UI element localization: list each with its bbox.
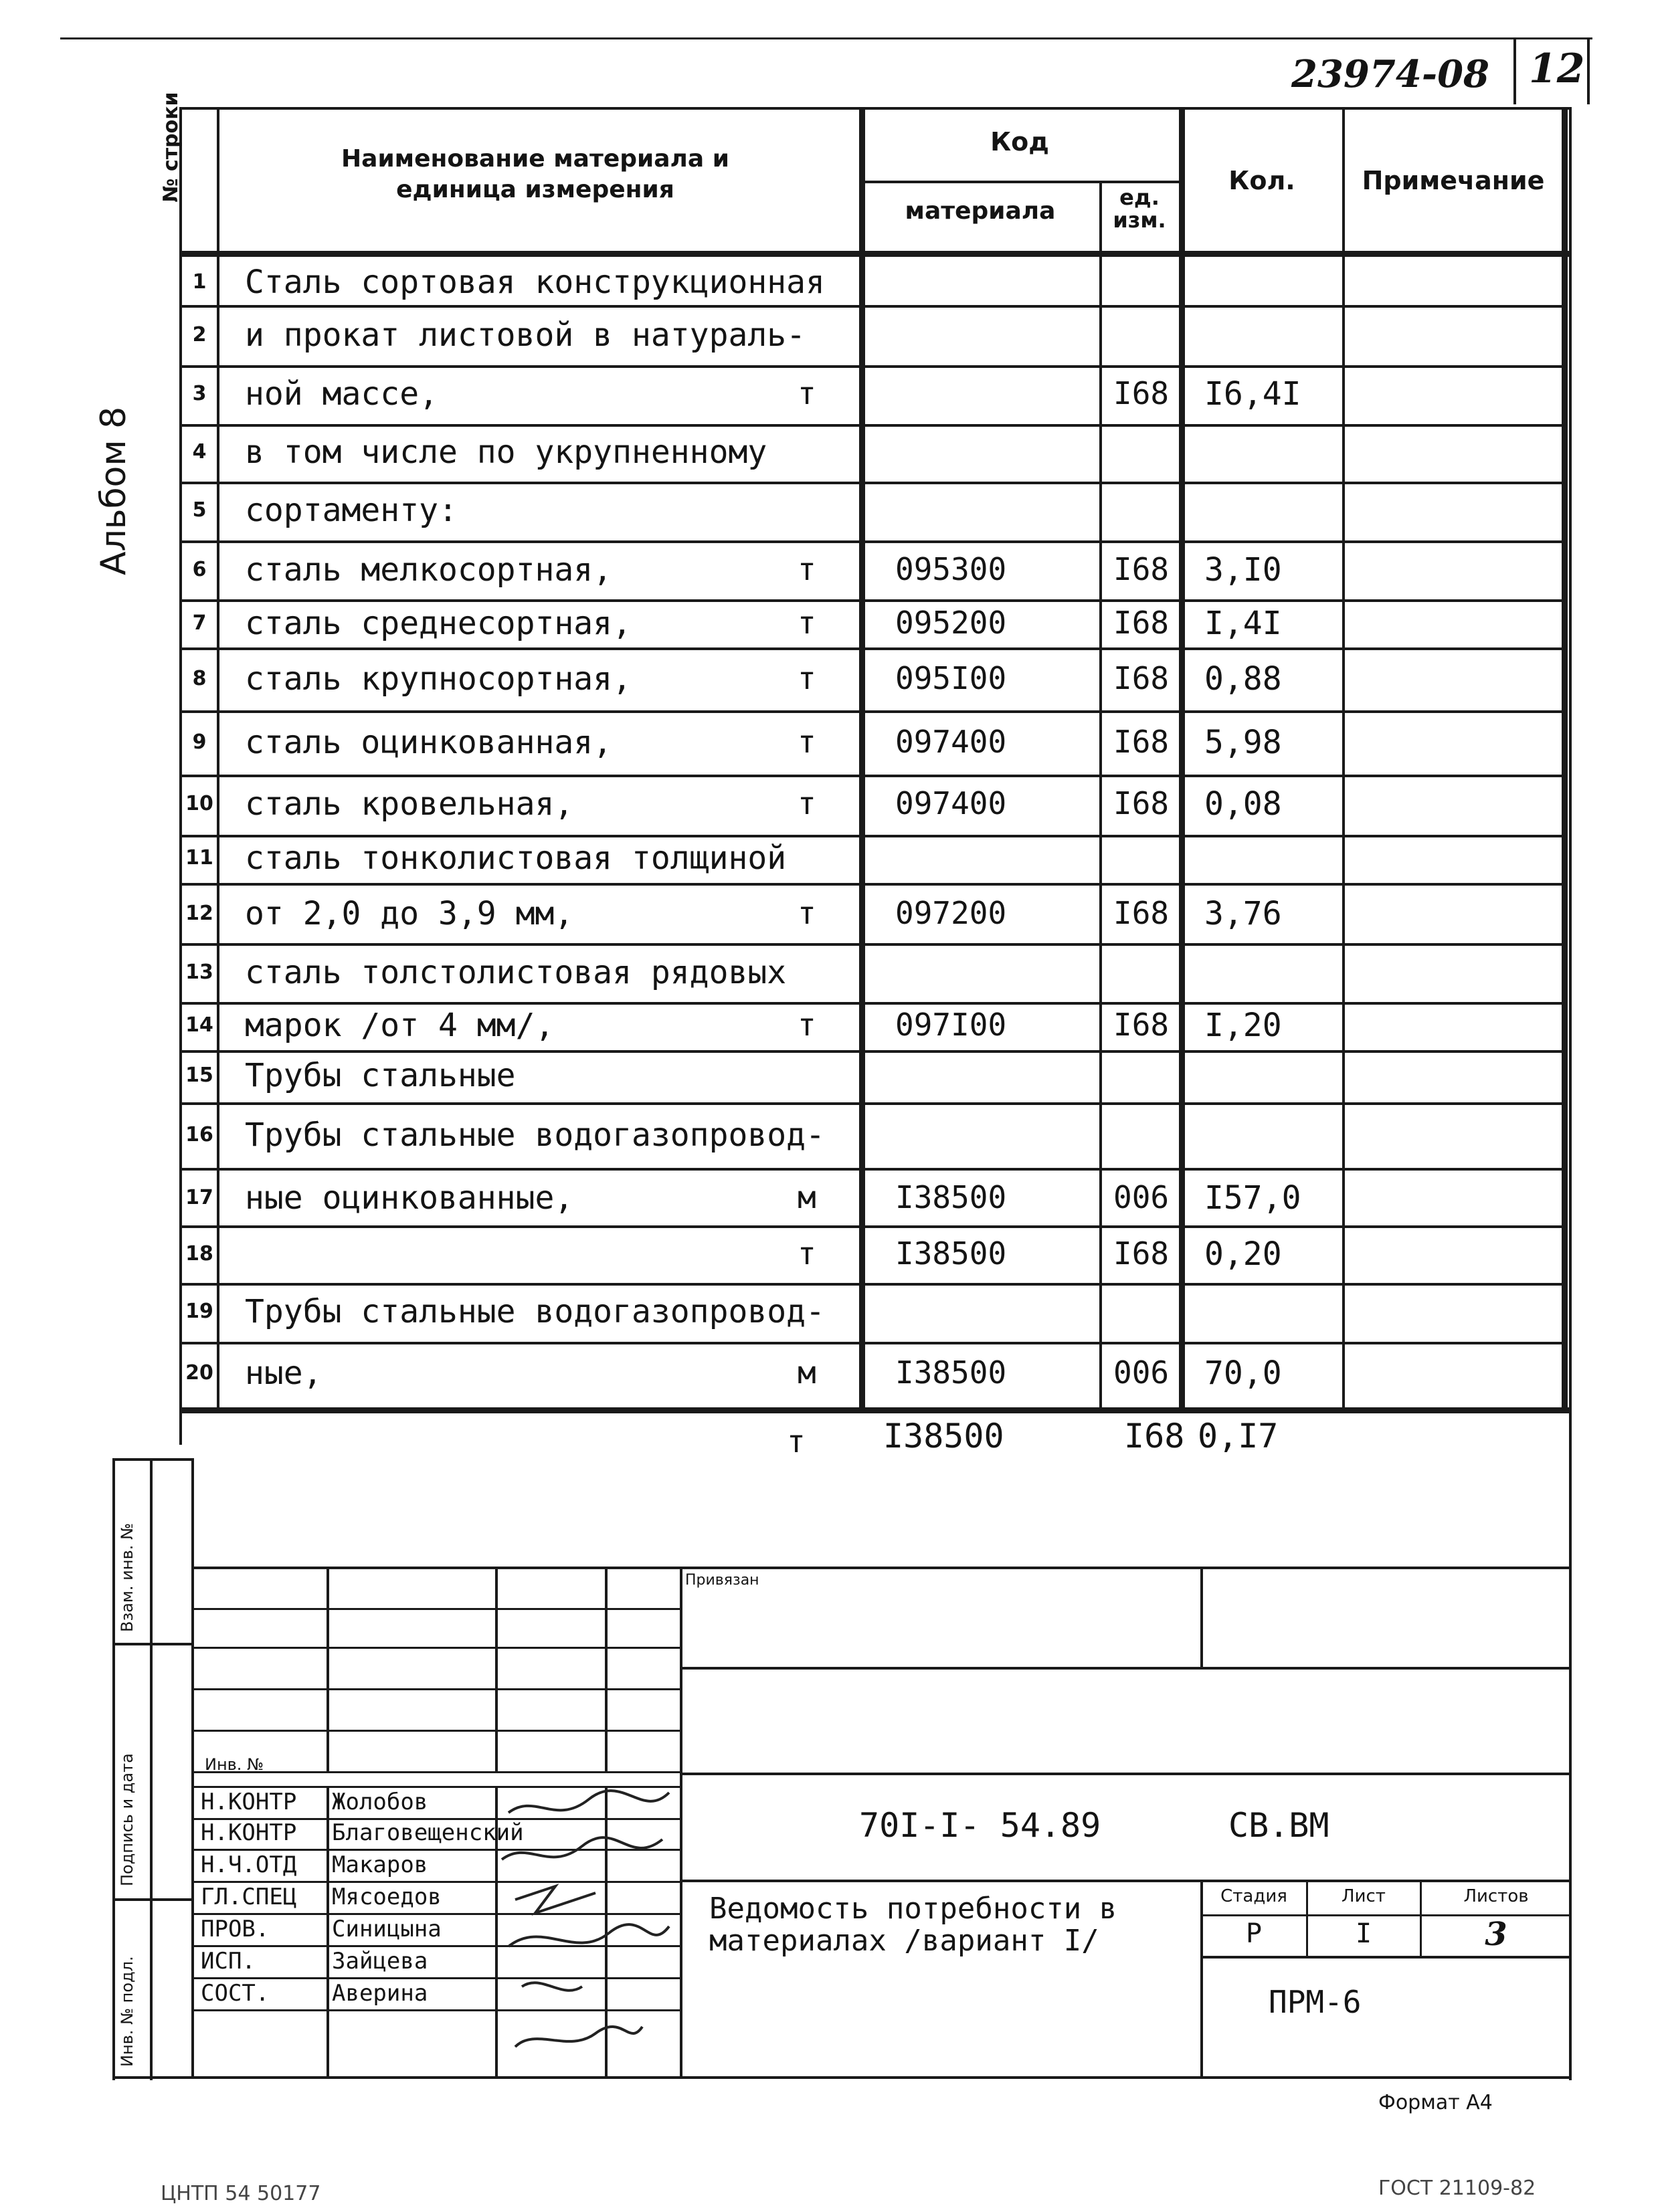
page-number-right-border bbox=[1587, 37, 1590, 104]
row-number: 19 bbox=[185, 1300, 213, 1323]
tb-stage-values-bottom bbox=[1200, 1956, 1571, 1958]
row-number: 1 bbox=[192, 270, 207, 294]
tb-row-1 bbox=[191, 1608, 680, 1610]
row-number: 20 bbox=[185, 1361, 213, 1385]
side-stamp-sign-date: Подпись и дата bbox=[118, 1753, 136, 1886]
row-material-name: марок /от 4 мм/, bbox=[245, 1007, 555, 1044]
row-quantity: 0,88 bbox=[1204, 660, 1282, 698]
code-subheader-line bbox=[859, 181, 1179, 183]
row-separator bbox=[179, 540, 1564, 543]
row-quantity: I6,4I bbox=[1204, 375, 1301, 413]
row-number: 12 bbox=[185, 902, 213, 925]
row-number: 17 bbox=[185, 1186, 213, 1209]
row-number: 5 bbox=[192, 498, 207, 522]
row-unit: т bbox=[798, 724, 816, 760]
staff-role: СОСТ. bbox=[201, 1980, 270, 2007]
row-quantity: I,4I bbox=[1204, 605, 1282, 642]
row-unit-code: I68 bbox=[1113, 1235, 1170, 1272]
side-stamp-replace-inv: Взам. инв. № bbox=[118, 1523, 136, 1632]
row-material-code: 095300 bbox=[895, 551, 1007, 587]
staff-name: Аверина bbox=[332, 1980, 428, 2007]
row-separator bbox=[179, 647, 1564, 650]
title-block-top-line bbox=[191, 1567, 1571, 1569]
row-unit-code: I68 bbox=[1113, 1007, 1170, 1043]
row-quantity: 70,0 bbox=[1204, 1354, 1282, 1392]
row-quantity: 3,76 bbox=[1204, 895, 1282, 932]
page-number-divider bbox=[1513, 37, 1516, 104]
header-unit-code: ед. изм. bbox=[1113, 185, 1166, 233]
title-block-left-line bbox=[191, 1458, 194, 2079]
row-unit-code: I68 bbox=[1113, 375, 1170, 411]
row-separator bbox=[179, 482, 1564, 484]
row-unit: т bbox=[798, 551, 816, 587]
row-material-code: 095I00 bbox=[895, 660, 1007, 696]
row-unit: м bbox=[798, 1354, 816, 1391]
row-number: 11 bbox=[185, 846, 213, 870]
top-border-line bbox=[60, 37, 1592, 39]
staff-role: Н.Ч.ОТД bbox=[201, 1851, 297, 1878]
footer-left-code: ЦНТП 54 50177 bbox=[161, 2182, 321, 2205]
row-unit-code: I68 bbox=[1113, 895, 1170, 931]
row-separator bbox=[179, 599, 1564, 602]
row-unit: т bbox=[798, 785, 816, 821]
row-material-name: сталь оцинкованная, bbox=[245, 724, 613, 761]
tb-designation-top bbox=[680, 1773, 1571, 1775]
row-unit: т bbox=[798, 660, 816, 696]
tb-row-4 bbox=[191, 1730, 680, 1732]
row-number: 18 bbox=[185, 1242, 213, 1266]
table-body-bottom-line bbox=[179, 1407, 1571, 1413]
tb-stage-col-2 bbox=[1420, 1880, 1422, 1956]
side-stamp-top-line bbox=[112, 1458, 191, 1461]
row-separator bbox=[179, 424, 1564, 427]
tb-row-5 bbox=[191, 1771, 680, 1773]
row-quantity: 0,08 bbox=[1204, 785, 1282, 823]
tb-designation-bottom bbox=[680, 1880, 1571, 1882]
staff-name: Зайцева bbox=[332, 1948, 428, 1975]
row-separator bbox=[179, 305, 1564, 308]
row-material-name: Трубы стальные водогазопровод- bbox=[245, 1293, 825, 1330]
row-material-name: сортаменту: bbox=[245, 492, 458, 529]
row-number: 3 bbox=[192, 382, 207, 405]
row-number: 9 bbox=[192, 730, 207, 754]
row-separator bbox=[179, 1050, 1564, 1053]
staff-name: Макаров bbox=[332, 1851, 428, 1878]
row-separator bbox=[179, 710, 1564, 713]
tb-stage-col-1 bbox=[1306, 1880, 1308, 1956]
header-note: Примечание bbox=[1362, 166, 1545, 195]
row-separator bbox=[179, 775, 1564, 777]
tb-mark: СВ.ВМ bbox=[1228, 1806, 1329, 1845]
row-unit: м bbox=[798, 1179, 816, 1215]
row-quantity: 5,98 bbox=[1204, 724, 1282, 761]
row-material-name: сталь тонколистовая толщиной bbox=[245, 839, 787, 877]
row-material-name: сталь мелкосортная, bbox=[245, 551, 613, 589]
row-quantity: I,20 bbox=[1204, 1007, 1282, 1044]
row-material-name: Трубы стальные водогазопровод- bbox=[245, 1116, 825, 1154]
name-code-divider bbox=[859, 107, 865, 1411]
row-quantity: 3,I0 bbox=[1204, 551, 1282, 589]
row-material-name: сталь кровельная, bbox=[245, 785, 574, 823]
row-unit-code: I68 bbox=[1113, 785, 1170, 821]
row-material-code: 097200 bbox=[895, 895, 1007, 931]
tb-sheet-label: Лист bbox=[1342, 1886, 1386, 1906]
row-separator bbox=[179, 943, 1564, 946]
row-material-name: ной массе, bbox=[245, 375, 438, 413]
tb-privyazan-divider bbox=[1200, 1567, 1203, 1667]
row-separator bbox=[179, 1225, 1564, 1228]
row-material-code: 097400 bbox=[895, 785, 1007, 821]
row-material-name: Сталь сортовая конструкционная bbox=[245, 264, 825, 301]
row-unit: т bbox=[798, 1235, 816, 1272]
tb-stage-label: Стадия bbox=[1220, 1886, 1287, 1906]
row-separator bbox=[179, 1168, 1564, 1171]
footer-right-code: ГОСТ 21109-82 bbox=[1378, 2177, 1536, 2200]
tb-col-2 bbox=[495, 1567, 498, 1771]
row-unit-code: 006 bbox=[1113, 1179, 1170, 1215]
tb-privyazan-bottom bbox=[680, 1667, 1571, 1670]
extra-row-unit-code: I68 bbox=[1124, 1417, 1185, 1455]
row-number: 10 bbox=[185, 792, 213, 815]
side-stamp-line-2 bbox=[112, 1898, 191, 1901]
row-unit-code: 006 bbox=[1113, 1354, 1170, 1391]
page-bottom-border bbox=[112, 2076, 1571, 2079]
row-material-name: ные оцинкованные, bbox=[245, 1179, 574, 1217]
header-quantity: Кол. bbox=[1228, 166, 1295, 195]
tb-stage-value: Р bbox=[1245, 1918, 1263, 1949]
staff-name: Благовещенский bbox=[332, 1819, 524, 1846]
document-number: 23974-08 bbox=[1291, 52, 1489, 96]
header-bottom-line bbox=[179, 251, 1571, 257]
row-unit: т bbox=[798, 1007, 816, 1043]
tb-sheets-value: 3 bbox=[1485, 1916, 1507, 1953]
header-material-name: Наименование материала и единица измерения bbox=[341, 145, 729, 203]
tb-sheets-label: Листов bbox=[1463, 1886, 1529, 1906]
staff-role: ИСП. bbox=[201, 1948, 256, 1975]
row-unit-code: I68 bbox=[1113, 605, 1170, 641]
tb-staff-col-1 bbox=[327, 1786, 329, 2079]
page-right-border bbox=[1569, 107, 1572, 2080]
row-number: 4 bbox=[192, 440, 207, 464]
row-material-code: I38500 bbox=[895, 1235, 1007, 1272]
staff-role: ГЛ.СПЕЦ bbox=[201, 1884, 297, 1910]
row-material-name: Трубы стальные bbox=[245, 1057, 516, 1094]
staff-role: ПРОВ. bbox=[201, 1916, 270, 1942]
tb-col-1 bbox=[327, 1567, 329, 1771]
header-code: Код bbox=[990, 127, 1049, 157]
row-material-code: 095200 bbox=[895, 605, 1007, 641]
staff-name: Жолобов bbox=[332, 1789, 428, 1815]
row-material-name: и прокат листовой в натураль- bbox=[245, 316, 806, 354]
side-stamp-inv-no: Инв. № подл. bbox=[118, 1956, 136, 2067]
row-unit: т bbox=[798, 375, 816, 411]
row-separator bbox=[179, 365, 1564, 368]
tb-title-divider bbox=[1200, 1880, 1203, 2079]
tb-row-2 bbox=[191, 1647, 680, 1649]
row-separator bbox=[179, 1002, 1564, 1005]
qty-note-divider bbox=[1342, 107, 1345, 1411]
tb-row-3 bbox=[191, 1688, 680, 1690]
row-material-code: I38500 bbox=[895, 1354, 1007, 1391]
tb-sheet-value: I bbox=[1355, 1918, 1372, 1949]
tb-document-title: Ведомость потребности в материалах /вариант I/ bbox=[709, 1892, 1117, 1958]
row-unit: т bbox=[798, 605, 816, 641]
row-material-name: сталь среднесортная, bbox=[245, 605, 632, 642]
extra-row-code: I38500 bbox=[883, 1417, 1004, 1455]
staff-name: Мясоедов bbox=[332, 1884, 442, 1910]
row-number: 7 bbox=[192, 611, 207, 635]
header-row-number: № строки bbox=[159, 92, 183, 203]
tb-designation: 70I-I- 54.89 bbox=[859, 1806, 1101, 1845]
row-material-name: ные, bbox=[245, 1354, 322, 1392]
signatures-scribble bbox=[495, 1786, 682, 2080]
row-unit: т bbox=[798, 895, 816, 931]
row-number: 6 bbox=[192, 558, 207, 581]
row-number: 16 bbox=[185, 1123, 213, 1146]
row-separator bbox=[179, 883, 1564, 886]
row-material-code: 097400 bbox=[895, 724, 1007, 760]
unit-qty-divider bbox=[1179, 107, 1185, 1411]
row-unit-code: I68 bbox=[1113, 551, 1170, 587]
row-separator bbox=[179, 835, 1564, 837]
extra-row-quantity: 0,I7 bbox=[1198, 1417, 1279, 1455]
album-label: Альбом 8 bbox=[94, 406, 134, 575]
row-material-name: в том числе по укрупненному bbox=[245, 433, 767, 471]
row-material-code: I38500 bbox=[895, 1179, 1007, 1215]
tb-privyazan-label: Привязан bbox=[685, 1572, 759, 1589]
row-material-name: от 2,0 до 3,9 мм, bbox=[245, 895, 574, 932]
row-unit-code: I68 bbox=[1113, 660, 1170, 696]
row-unit-code: I68 bbox=[1113, 724, 1170, 760]
row-quantity: 0,20 bbox=[1204, 1235, 1282, 1273]
row-material-code: 097I00 bbox=[895, 1007, 1007, 1043]
staff-name: Синицына bbox=[332, 1916, 442, 1942]
tb-inv-label: Инв. № bbox=[205, 1755, 264, 1774]
staff-role: Н.КОНТР bbox=[201, 1789, 297, 1815]
side-stamp-mid-line bbox=[150, 1458, 153, 2080]
row-number: 13 bbox=[185, 961, 213, 984]
row-number: 2 bbox=[192, 323, 207, 346]
row-number: 15 bbox=[185, 1064, 213, 1087]
header-top-line bbox=[179, 107, 1571, 110]
staff-role: Н.КОНТР bbox=[201, 1819, 297, 1846]
row-number: 8 bbox=[192, 667, 207, 690]
format-label: Формат А4 bbox=[1378, 2091, 1493, 2114]
tb-organization: ПРМ-6 bbox=[1269, 1984, 1362, 2020]
extra-row-unit: т bbox=[787, 1423, 806, 1460]
row-number: 14 bbox=[185, 1013, 213, 1037]
row-separator bbox=[179, 1283, 1564, 1286]
rownum-divider bbox=[217, 107, 219, 1411]
side-stamp-left-line bbox=[112, 1458, 115, 2080]
tb-col-3 bbox=[605, 1567, 608, 1771]
row-material-name: сталь толстолистовая рядовых bbox=[245, 954, 787, 991]
table-right-border bbox=[1562, 107, 1568, 1411]
page-number: 12 bbox=[1529, 45, 1585, 92]
row-quantity: I57,0 bbox=[1204, 1179, 1301, 1217]
header-material-code: материала bbox=[905, 197, 1056, 225]
row-separator bbox=[179, 1102, 1564, 1105]
row-material-name: сталь крупносортная, bbox=[245, 660, 632, 698]
row-separator bbox=[179, 1342, 1564, 1344]
